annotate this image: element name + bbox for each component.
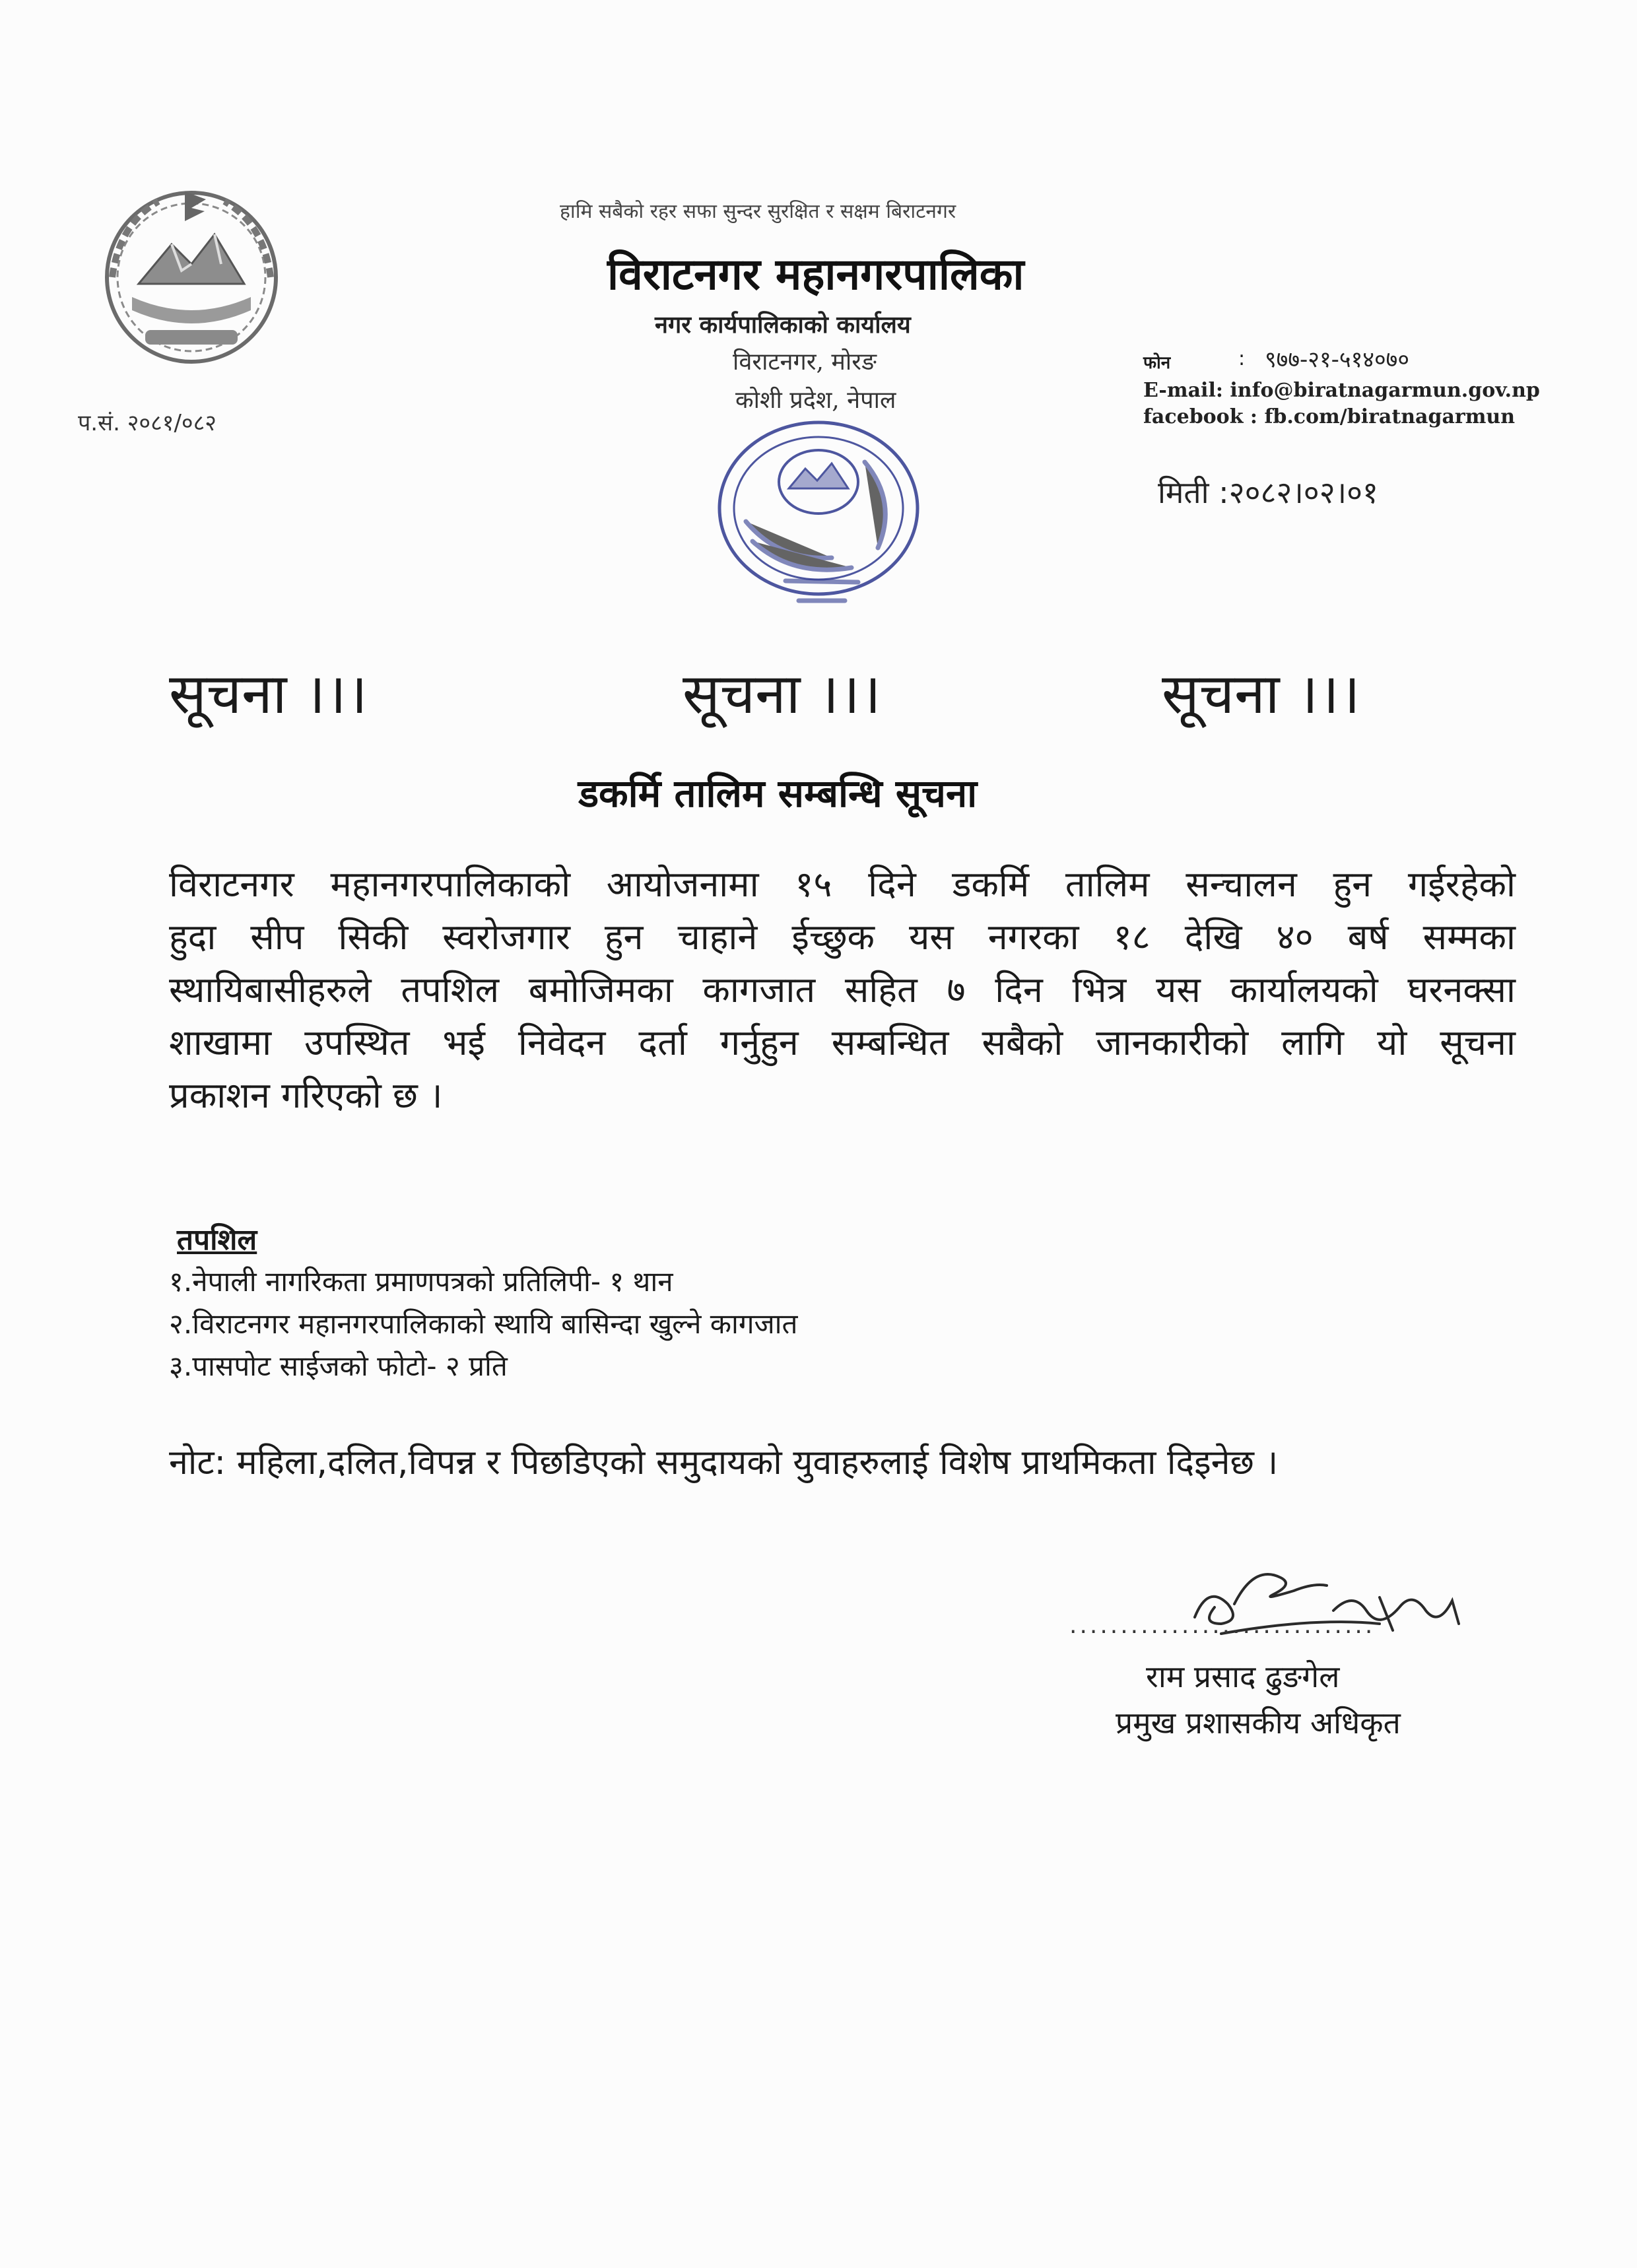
priority-note: नोट: महिला,दलित,विपन्न र पिछडिएको समुदायको युवाहरुलाई विशेष प्राथमिकता दिइनेछ । [169, 1443, 1279, 1483]
nepal-government-emblem [92, 172, 290, 370]
signature-line: .............................. [1069, 1612, 1376, 1639]
office-name: नगर कार्यपालिकाको कार्यालय [655, 311, 911, 339]
body-line: विराटनगर महानगरपालिकाको आयोजनामा १५ दिने डकर्मि तालिम सन्चालन हुन गईरहेको [169, 863, 1516, 905]
phone-colon: : [1238, 347, 1246, 370]
office-city: विराटनगर, मोरङ [733, 349, 877, 376]
body-line: स्थायिबासीहरुले तपशिल बमोजिमका कागजात सहित ७ दिन भित्र यस कार्यालयको घरनक्सा [169, 969, 1516, 1011]
signatory-title: प्रमुख प्रशासकीय अधिकृत [1116, 1705, 1401, 1741]
slogan: हामि सबैको रहर सफा सुन्दर सुरक्षित र सक्षम बिराटनगर [560, 200, 956, 223]
body-line: हुदा सीप सिकी स्वरोजगार हुन चाहाने ईच्छुक यस नगरका १८ देखि ४० बर्ष सम्मका [169, 916, 1516, 958]
organization-name: विराटनगर महानगरपालिका [607, 248, 1024, 300]
reference-number: प.सं. २०८१/०८२ [78, 410, 217, 436]
signatory-name: राम प्रसाद ढुङगेल [1146, 1659, 1340, 1694]
notice-banner-3: सूचना ।।। [1162, 661, 1360, 726]
notice-body [169, 858, 1516, 1122]
details-title: तपशिल [177, 1223, 257, 1257]
body-line: प्रकाशन गरिएको छ । [169, 1075, 443, 1116]
notice-banner-1: सूचना ।।। [169, 661, 368, 726]
notice-banner-2: सूचना ।।। [683, 661, 881, 726]
facebook-page: facebook : fb.com/biratnagarmun [1143, 405, 1516, 428]
phone-number: ९७७-२१-५१४०७० [1265, 347, 1410, 373]
office-province: कोशी प्रदेश, नेपाल [735, 387, 896, 414]
body-line: शाखामा उपस्थित भई निवेदन दर्ता गर्नुहुन सम्बन्धित सबैको जानकारीको लागि यो सूचना [169, 1022, 1516, 1063]
issue-date: मिती :२०८२।०२।०१ [1158, 475, 1378, 510]
email-address: E-mail: info@biratnagarmun.gov.np [1143, 379, 1540, 402]
office-seal-stamp [700, 409, 937, 620]
phone-label: फोन [1143, 353, 1171, 373]
detail-item: २.विराटनगर महानगरपालिकाको स्थायि बासिन्दा खुल्ने कागजात [169, 1308, 798, 1340]
notice-heading: डकर्मि तालिम सम्बन्धि सूचना [578, 771, 978, 816]
detail-item: ३.पासपोट साईजको फोटो- २ प्रति [169, 1350, 508, 1382]
detail-item: १.नेपाली नागरिकता प्रमाणपत्रको प्रतिलिपी- १ थान [169, 1265, 673, 1298]
